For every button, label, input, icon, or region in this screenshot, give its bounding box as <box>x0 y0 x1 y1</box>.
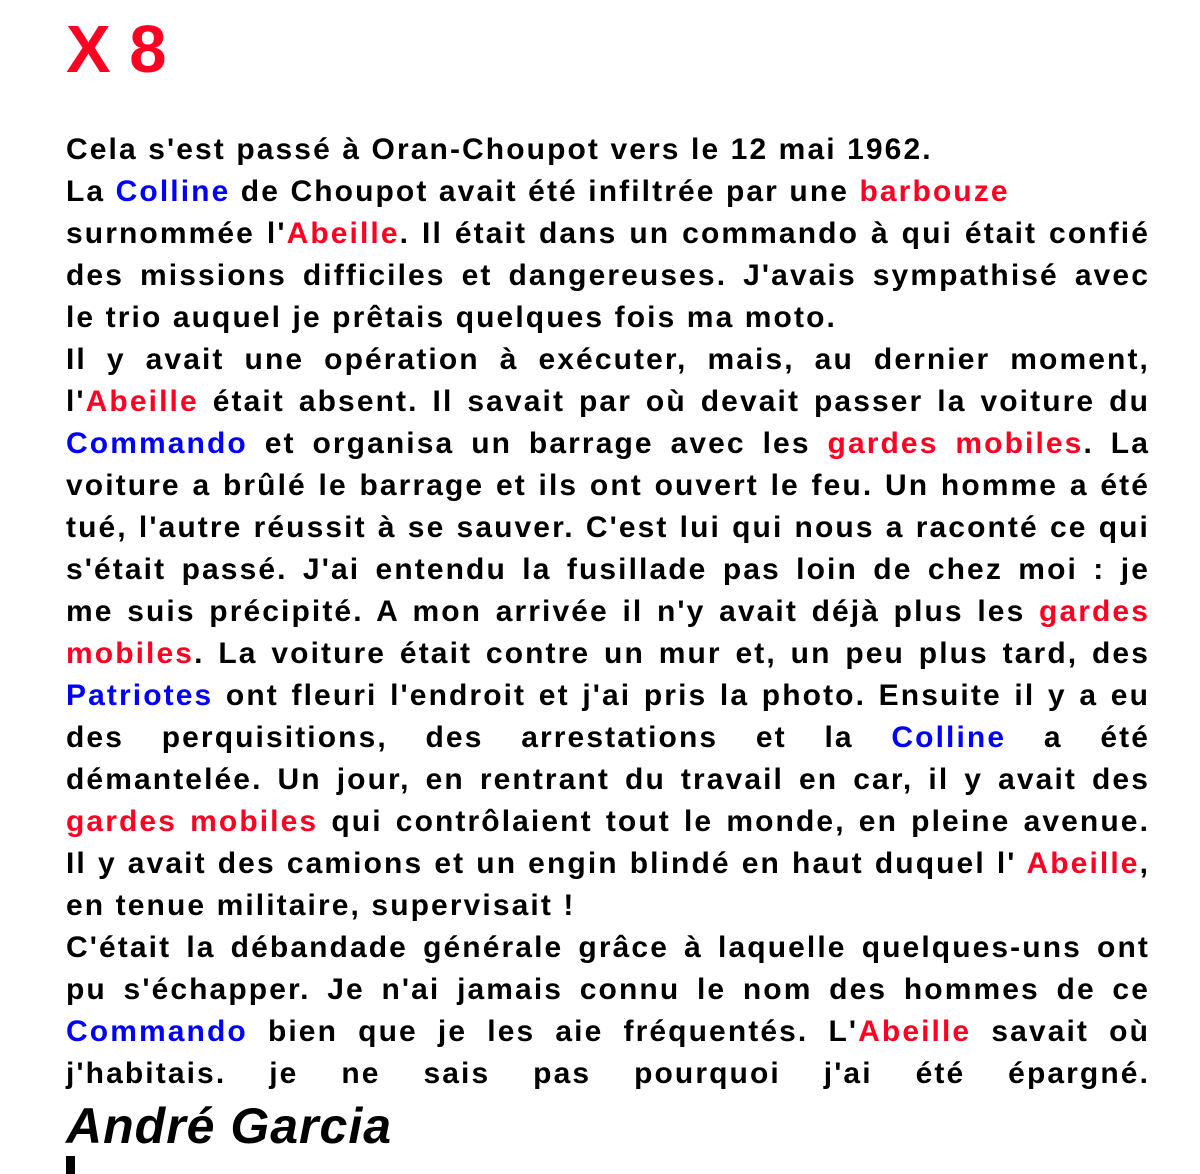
text-run: . Il était dans un commando à qui était confié <box>399 217 1150 250</box>
text-run: . La <box>1083 427 1150 460</box>
text-run: surnommée l' <box>66 217 287 250</box>
term-abeille: Abeille <box>1026 847 1140 880</box>
body-line <box>66 843 1150 885</box>
text-run: a été <box>1006 721 1150 754</box>
term-abeille: Abeille <box>85 385 199 418</box>
body-line <box>66 255 1150 297</box>
body-line <box>66 885 1150 927</box>
term-abeille: Abeille <box>286 217 400 250</box>
term-commando: Commando <box>66 1015 248 1048</box>
body-line <box>66 1011 1150 1053</box>
body-line <box>66 507 1150 549</box>
body-line <box>66 549 1150 591</box>
term-barbouze: barbouze <box>859 175 1010 208</box>
text-run: l' <box>66 385 86 418</box>
body-line <box>66 129 1150 171</box>
body-line <box>66 591 1150 633</box>
term-colline: Colline <box>115 175 231 208</box>
body-line <box>66 633 1150 675</box>
body-line <box>66 1053 1150 1095</box>
text-run: C'était la débandade générale grâce à laquelle quelques-uns ont <box>66 931 1150 964</box>
body-line <box>66 927 1150 969</box>
text-caret <box>66 1156 75 1174</box>
text-run: ont fleuri l'endroit et j'ai pris la photo. Ensuite il y a eu <box>213 679 1150 712</box>
body-line <box>66 717 1150 759</box>
term-colline: Colline <box>891 721 1007 754</box>
body-line <box>66 759 1150 801</box>
text-run: des perquisitions, des arrestations et la <box>66 721 892 754</box>
term-gardes-mobiles: gardes mobiles <box>66 805 319 838</box>
term-gardes-mobiles: gardes mobiles <box>827 427 1084 460</box>
text-run: et organisa un barrage avec les <box>247 427 828 460</box>
body-line <box>66 213 1150 255</box>
text-run: Il y avait une opération à exécuter, mais, au dernier moment, <box>66 343 1150 376</box>
text-run: Il y avait des camions et un engin blindé en haut duquel l' <box>66 847 1027 880</box>
text-run: voiture a brûlé le barrage et ils ont ouvert le feu. Un homme a été <box>66 469 1150 502</box>
term-patriotes: Patriotes <box>66 679 214 712</box>
text-run: des missions difficiles et dangereuses. J'avais sympathisé avec <box>66 259 1150 292</box>
article-body <box>66 129 1150 1095</box>
body-line <box>66 801 1150 843</box>
body-line <box>66 381 1150 423</box>
text-run: savait où <box>971 1015 1150 1048</box>
body-line <box>66 171 1150 213</box>
term-mobiles: mobiles <box>66 637 195 670</box>
text-run: était absent. Il savait par où devait passer la voiture du <box>198 385 1150 418</box>
body-line <box>66 339 1150 381</box>
text-run: La <box>66 175 116 208</box>
body-line <box>66 423 1150 465</box>
text-run: s'était passé. J'ai entendu la fusillade pas loin de chez moi : je <box>66 553 1150 586</box>
text-run: me suis précipité. A mon arrivée il n'y avait déjà plus les <box>66 595 1040 628</box>
body-line <box>66 969 1150 1011</box>
text-run: tué, l'autre réussit à se sauver. C'est lui qui nous a raconté ce qui <box>66 511 1150 544</box>
text-run: Cela s'est passé à Oran-Choupot vers le 12 mai 1962. <box>66 133 933 166</box>
text-run: pu s'échapper. Je n'ai jamais connu le nom des hommes de ce <box>66 973 1150 1006</box>
author-signature: André Garcia <box>66 1098 393 1154</box>
body-line <box>66 675 1150 717</box>
term-gardes: gardes <box>1039 595 1150 628</box>
text-run: le trio auquel je prêtais quelques fois ma moto. <box>66 301 837 334</box>
text-run: . La voiture était contre un mur et, un peu plus tard, des <box>194 637 1150 670</box>
body-line <box>66 465 1150 507</box>
text-run: j'habitais. je ne sais pas pourquoi j'ai été épargné. <box>66 1057 1150 1090</box>
text-run: , <box>1139 847 1150 880</box>
term-abeille: Abeille <box>858 1015 972 1048</box>
text-run: en tenue militaire, supervisait ! <box>66 889 576 922</box>
text-run: qui contrôlaient tout le monde, en pleine avenue. <box>318 805 1150 838</box>
term-commando: Commando <box>66 427 248 460</box>
text-run: bien que je les aie fréquentés. L' <box>247 1015 859 1048</box>
text-run: démantelée. Un jour, en rentrant du travail en car, il y avait des <box>66 763 1150 796</box>
text-run: de Choupot avait été infiltrée par une <box>230 175 860 208</box>
body-line <box>66 297 1150 339</box>
page-title: X 8 <box>66 12 167 87</box>
